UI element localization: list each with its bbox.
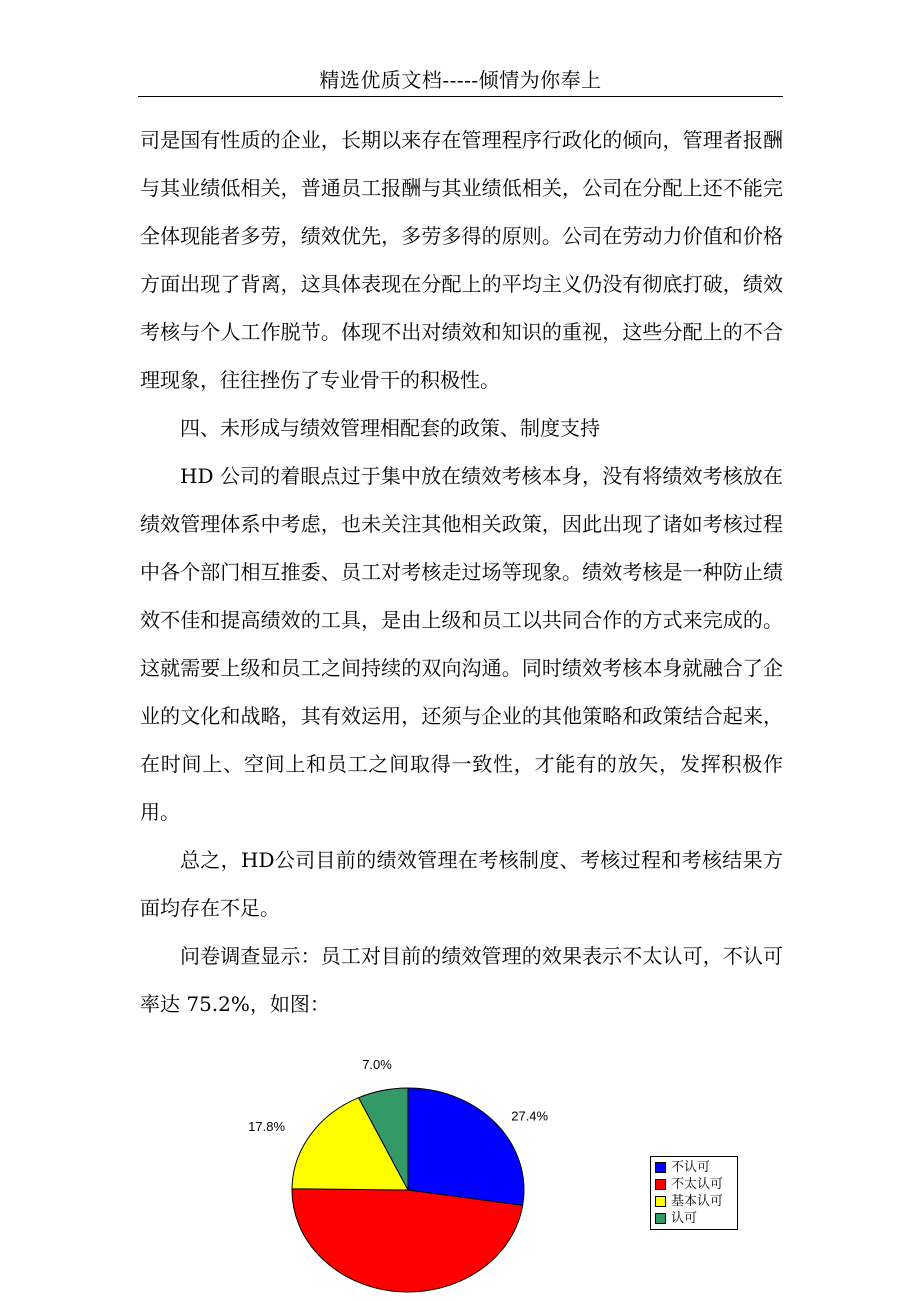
pie-slice-2 xyxy=(292,1189,523,1292)
legend-item xyxy=(655,1159,733,1176)
paragraph: HD 公司的着眼点过于集中放在绩效考核本身，没有将绩效考核放在绩效管理体系中考虑，也未关注其他相关政策，因此出现了诸如考核过程中各个部门相互推委、员工对考核走过场等现象。绩效考核是一种防止绩效不佳和提高绩效的工具，是由上级和员工以共同合作的方式来完成的。这就需要上级和员工之间持续的双向沟通。同时绩效考核本身就融合了企业的文化和战略，其有效运用，还须与企业的其他策略和政策结合起来，在时间上、空间上和员工之间取得一致性，才能有的放矢，发挥积极作用。 xyxy=(140,464,783,824)
legend-label: 不太认可 xyxy=(671,1177,724,1192)
legend-label: 认可 xyxy=(671,1211,698,1226)
legend-swatch xyxy=(655,1162,666,1173)
body-text xyxy=(140,116,783,1028)
pie-slice-1 xyxy=(408,1088,524,1205)
legend-swatch xyxy=(655,1213,666,1224)
paragraph: 司是国有性质的企业，长期以来存在管理程序行政化的倾向，管理者报酬与其业绩低相关，普通员工报酬与其业绩低相关，公司在分配上还不能完全体现能者多劳，绩效优先，多劳多得的原则。公司在劳动力价值和价格方面出现了背离，这具体表现在分配上的平均主义仍没有彻底打破，绩效考核与个人工作脱节。体现不出对绩效和知识的重视，这些分配上的不合理现象，往往挫伤了专业骨干的积极性。 xyxy=(140,128,783,392)
legend-swatch xyxy=(655,1196,666,1207)
legend-label: 不认可 xyxy=(671,1160,711,1175)
section-heading: 四、未形成与绩效管理相配套的政策、制度支持 xyxy=(180,416,600,440)
slice-label-1: 27.4% xyxy=(511,1108,549,1124)
legend-item xyxy=(655,1176,733,1193)
legend-swatch xyxy=(655,1179,666,1190)
slice-label-3: 17.8% xyxy=(248,1119,286,1135)
paragraph: 问卷调查显示：员工对目前的绩效管理的效果表示不太认可，不认可率达 75.2%，如图： xyxy=(140,944,783,1016)
legend-item xyxy=(655,1193,733,1210)
page-header: 精选优质文档-----倾情为你奉上 xyxy=(319,68,602,92)
legend-label: 基本认可 xyxy=(671,1194,724,1209)
pie-chart xyxy=(248,1056,750,1302)
legend-item xyxy=(655,1210,733,1227)
paragraph: 总之，HD公司目前的绩效管理在考核制度、考核过程和考核结果方面均存在不足。 xyxy=(140,848,783,920)
slice-label-4: 7.0% xyxy=(362,1056,392,1072)
header-rule xyxy=(138,96,783,97)
chart-legend xyxy=(650,1156,738,1230)
